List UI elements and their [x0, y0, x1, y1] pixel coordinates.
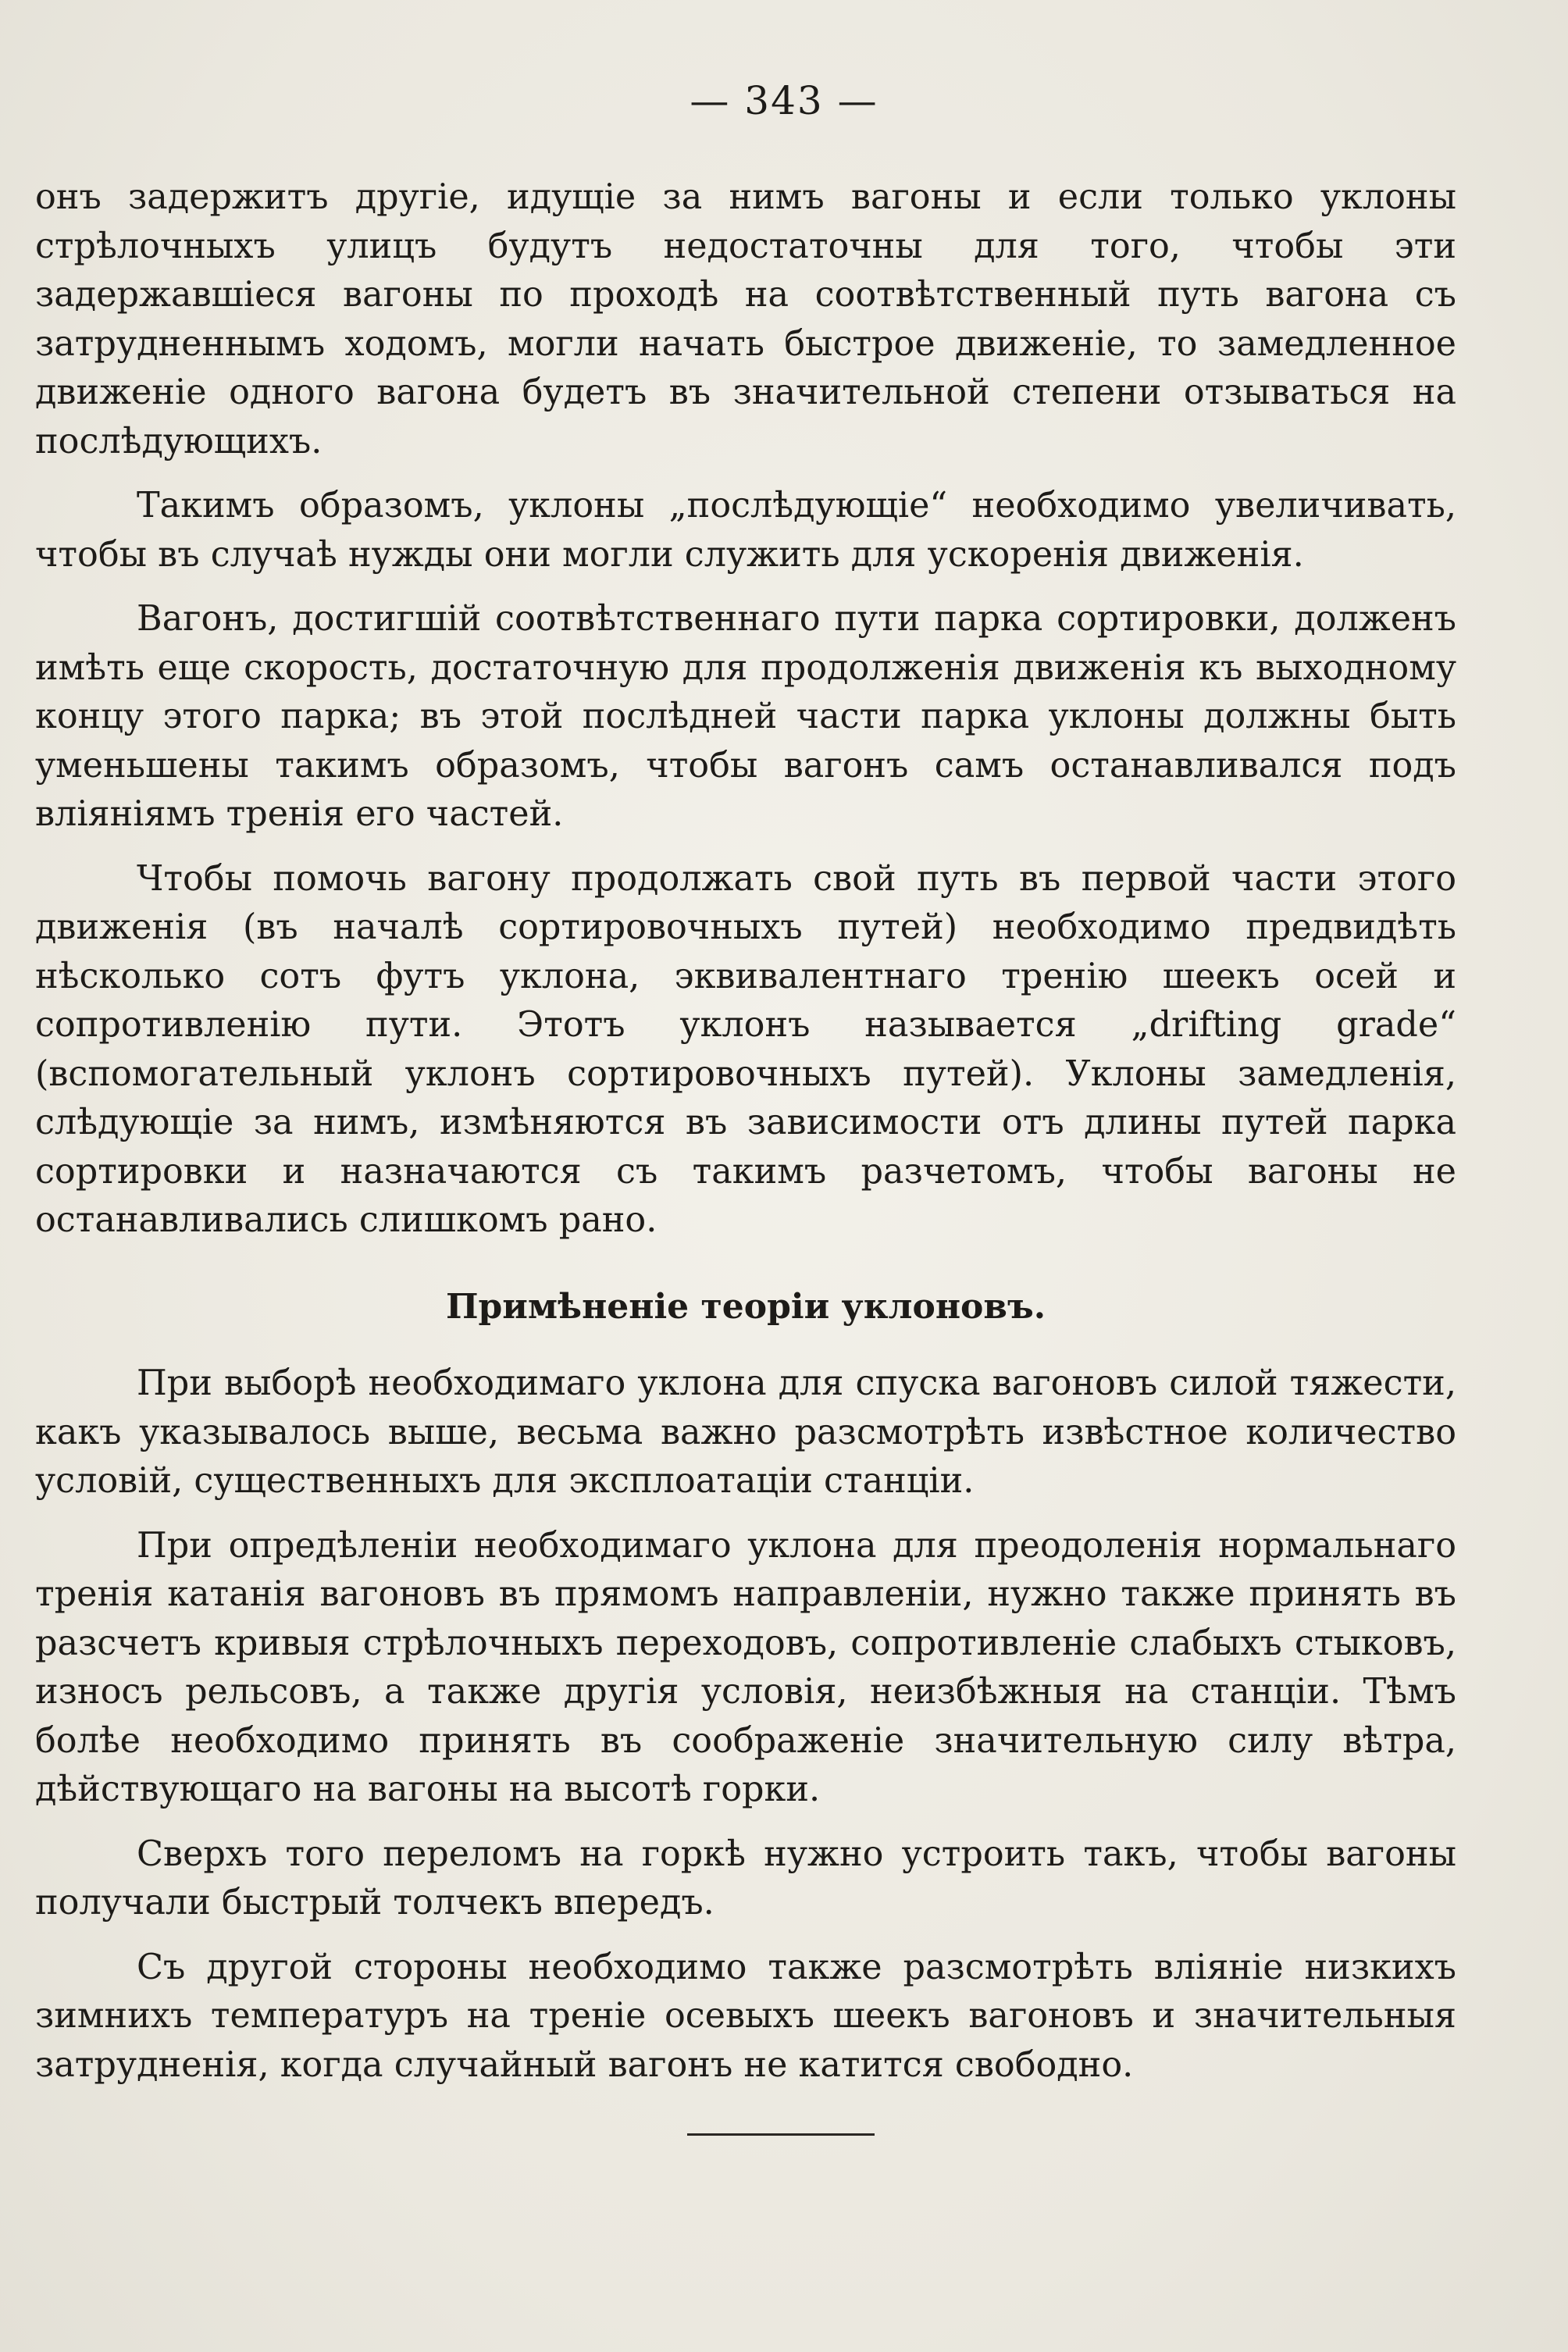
paragraph: Сверхъ того переломъ на горкѣ нужно устроить такъ, чтобы вагоны получали быстрый толчекъ впередъ. [35, 1833, 1456, 1923]
paragraph: При опредѣленіи необходимаго уклона для преодоленія нормальнаго тренія катанія вагоновъ въ прямомъ направленіи, нужно также принять въ разсчетъ кривыя стрѣлочныхъ переходовъ, сопротивленіе слабыхъ стыковъ, износъ рельсовъ, а также другія условія, неизбѣжныя на станціи. Тѣмъ болѣе необходимо принять въ соображеніе значительную силу вѣтра, дѣйствующаго на вагоны на высотѣ горки. [35, 1525, 1456, 1809]
paragraph: Вагонъ, достигшій соотвѣтственнаго пути парка сортировки, долженъ имѣть еще скорость, достаточную для продолженія движенія къ выходному концу этого парка; въ этой послѣдней части парка уклоны должны быть уменьшены такимъ образомъ, чтобы вагонъ самъ останавливался подъ вліяніямъ тренія его частей. [35, 599, 1456, 834]
paragraph: Чтобы помочь вагону продолжать свой путь въ первой части этого движенія (въ началѣ сортировочныхъ путей) необходимо предвидѣть нѣсколько сотъ футъ уклона, эквивалентнаго тренію шеекъ осей и сопротивленію пути. Этотъ уклонъ называется „drifting grade“ (вспомогательный уклонъ сортировочныхъ путей). Уклоны замедленія, слѣдующіе за нимъ, измѣняются въ зависимости отъ длины путей парка сортировки и назначаются съ такимъ разчетомъ, чтобы вагоны не останавливались слишкомъ рано. [35, 858, 1456, 1240]
paragraph: При выборѣ необходимаго уклона для спуска вагоновъ силой тяжести, какъ указывалось выше, весьма важно разсмотрѣть извѣстное количество условій, существенныхъ для эксплоатаціи станціи. [35, 1363, 1456, 1501]
section-end-rule [687, 2133, 875, 2136]
section-heading: Примѣненіе теоріи уклоновъ. [445, 1286, 1046, 1327]
page-number: — 343 — [690, 78, 878, 123]
paragraph: Съ другой стороны необходимо также разсмотрѣть вліяніе низкихъ зимнихъ температуръ на треніе осевыхъ шеекъ вагоновъ и значительныя затрудненія, когда случайный вагонъ не катится свободно. [35, 1947, 1456, 2085]
paragraph: Такимъ образомъ, уклоны „послѣдующіе“ необходимо увеличивать, чтобы въ случаѣ нужды они могли служить для ускоренія движенія. [35, 486, 1456, 575]
paragraph-continued: онъ задержитъ другіе, идущіе за нимъ вагоны и если только уклоны стрѣлочныхъ улицъ будутъ недостаточны для того, чтобы эти задержавшіеся вагоны по проходѣ на соотвѣтственный путь вагона съ затрудненнымъ ходомъ, могли начать быстрое движеніе, то замедленное движеніе одного вагона будетъ въ значительной степени отзываться на послѣдующихъ. [35, 177, 1456, 461]
page-body [35, 173, 1456, 2090]
